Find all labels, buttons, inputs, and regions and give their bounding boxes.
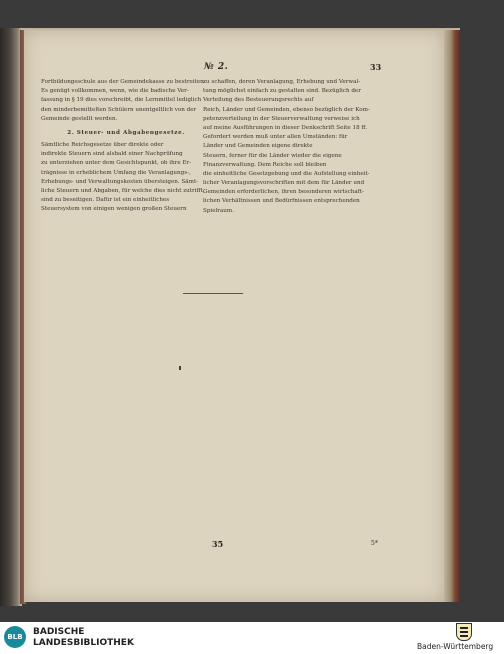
- text-line: Gemeinden erforderlichen, ihren besonderen wirtschaft-: [203, 189, 364, 196]
- text-line: trägnisse in erheblichem Umfang die Veranlagungs-,: [41, 169, 191, 176]
- text-line: Spielraum.: [203, 207, 234, 214]
- issue-number: № 2.: [204, 62, 229, 72]
- signature-mark: 5*: [371, 540, 378, 547]
- text-line: Steuersystem von einigen wenigen großen Steuern: [41, 206, 187, 213]
- text-line: die einheitliche Gesetzgebung und die Aufstellung einheit-: [203, 170, 370, 177]
- text-line: petenzverteilung in der Steuerverwaltung verweise ich: [203, 115, 360, 122]
- text-line: Gefordert werden muß unter allen Umständen: für: [203, 134, 348, 141]
- text-line: licher Veranlagungsvorschriften mit dem für Länder und: [203, 180, 365, 187]
- text-line: Länder und Gemeinden eigene direkte: [203, 143, 313, 150]
- text-line: lichen Verhältnissen und Bedürfnissen entsprechenden: [203, 198, 360, 205]
- library-name-line2: LANDESBIBLIOTHEK: [33, 638, 134, 648]
- text-line: Finanzverwaltung. Dem Reiche soll bleiben: [203, 161, 327, 168]
- header-page-number: 33: [370, 62, 382, 72]
- right-text-column: [203, 78, 373, 216]
- blb-logo[interactable]: BLB: [4, 626, 26, 648]
- text-line: auf meine Ausführungen in dieser Denkschrift Seite 18 ff.: [203, 124, 367, 131]
- text-line: Es genügt vollkommen, wenn, wie die badische Ver-: [41, 88, 189, 95]
- section-divider: [183, 293, 243, 294]
- text-line: zu unterziehen unter dem Gesichtspunkt, ob ihre Er-: [41, 160, 192, 167]
- library-name-line1: BADISCHE: [33, 627, 85, 637]
- footer-page-number: 35: [212, 539, 224, 549]
- text-line: fassung in § 19 dies vorschreibt, die Lernmittel lediglich: [41, 97, 202, 104]
- text-line: sind zu beseitigen. Dafür ist ein einheitliches: [41, 197, 170, 204]
- state-name[interactable]: Baden-Württemberg: [417, 642, 494, 651]
- text-line: den minderbemittelten Schülern unentgeltlich von der: [41, 106, 197, 113]
- text-line: tung möglichst einfach zu gestalten sind. Bezüglich der: [203, 88, 361, 95]
- text-line: zu schaffen, deren Veranlagung, Erhebung und Verwal-: [203, 79, 361, 85]
- page-right-edge: [444, 30, 460, 602]
- left-text-column: [41, 78, 211, 214]
- book-cover-edge: [0, 28, 22, 606]
- text-line: Reich, Länder und Gemeinden, ebenso bezüglich der Kom-: [203, 106, 370, 113]
- text-line: Erhebungs- und Verwaltungskosten übersteigen. Sämt-: [41, 178, 199, 185]
- library-name[interactable]: [33, 627, 134, 649]
- baden-wuerttemberg-crest-icon: [456, 623, 472, 641]
- section-heading: 2. Steuer- und Abgabengesetze.: [67, 129, 185, 136]
- text-line: Verteilung des Besteuerungsrechts auf: [203, 97, 314, 104]
- text-line: Sämtliche Reichsgesetze über direkte oder: [41, 141, 164, 148]
- text-line: Steuern, ferner für die Länder wieder die eigene: [203, 152, 342, 159]
- text-line: Gemeinde gestellt werden.: [41, 115, 118, 122]
- paper-speck: [179, 366, 181, 370]
- text-line: liche Steuern und Abgaben, für welche dies nicht zutrifft,: [41, 187, 205, 194]
- text-line: Fortbildungsschule aus der Gemeindekasse zu bestreiten.: [41, 79, 206, 85]
- text-line: indirekte Steuern sind alsbald einer Nachprüfung: [41, 151, 183, 158]
